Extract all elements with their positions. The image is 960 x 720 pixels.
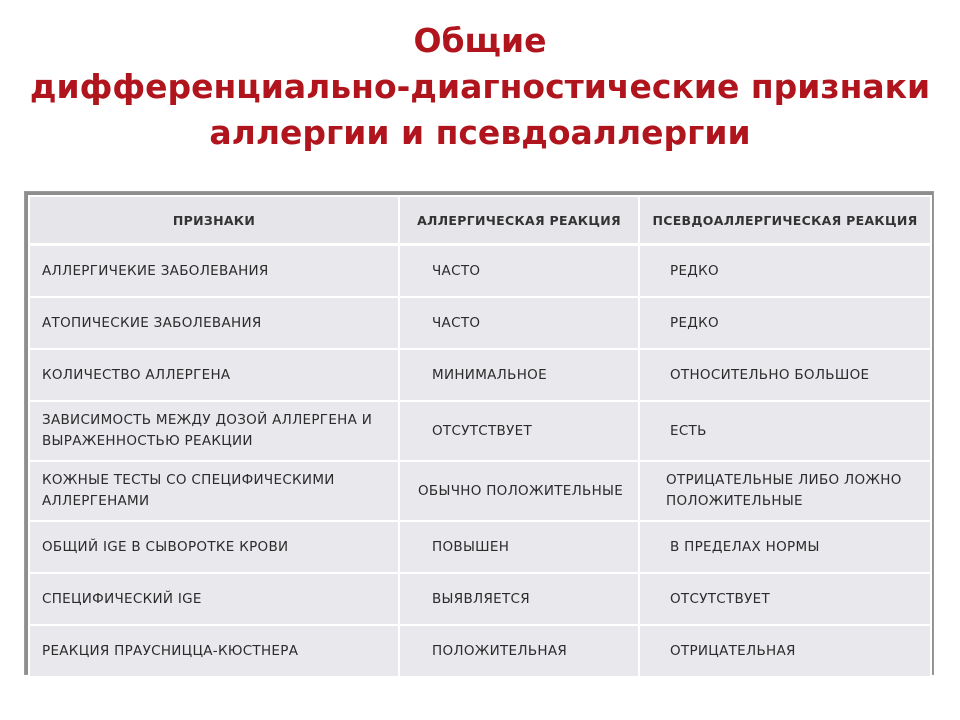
table-row bbox=[29, 297, 931, 349]
cell-feature: АЛЛЕРГИЧЕКИЕ ЗАБОЛЕВАНИЯ bbox=[29, 245, 399, 298]
cell-pseudoallergic: ОТРИЦАТЕЛЬНАЯ bbox=[639, 625, 931, 677]
cell-allergic: ЧАСТО bbox=[399, 297, 639, 349]
cell-allergic: ВЫЯВЛЯЕТСЯ bbox=[399, 573, 639, 625]
table-row bbox=[29, 625, 931, 677]
cell-pseudoallergic: ЕСТЬ bbox=[639, 401, 931, 461]
cell-allergic: ЧАСТО bbox=[399, 245, 639, 298]
table-row bbox=[29, 461, 931, 521]
header-features: ПРИЗНАКИ bbox=[29, 196, 399, 245]
header-pseudoallergic-reaction: ПСЕВДОАЛЛЕРГИЧЕСКАЯ РЕАКЦИЯ bbox=[639, 196, 931, 245]
slide-title bbox=[0, 18, 960, 156]
cell-pseudoallergic: ОТРИЦАТЕЛЬНЫЕ ЛИБО ЛОЖНО ПОЛОЖИТЕЛЬНЫЕ bbox=[639, 461, 931, 521]
cell-allergic: ОБЫЧНО ПОЛОЖИТЕЛЬНЫЕ bbox=[399, 461, 639, 521]
table-row bbox=[29, 573, 931, 625]
cell-feature: АТОПИЧЕСКИЕ ЗАБОЛЕВАНИЯ bbox=[29, 297, 399, 349]
cell-pseudoallergic: РЕДКО bbox=[639, 245, 931, 298]
table-header-row bbox=[29, 196, 931, 245]
table-row bbox=[29, 349, 931, 401]
cell-feature: КОЛИЧЕСТВО АЛЛЕРГЕНА bbox=[29, 349, 399, 401]
cell-allergic: ОТСУТСТВУЕТ bbox=[399, 401, 639, 461]
cell-feature: КОЖНЫЕ ТЕСТЫ СО СПЕЦИФИЧЕСКИМИ АЛЛЕРГЕНАМИ bbox=[29, 461, 399, 521]
cell-pseudoallergic: РЕДКО bbox=[639, 297, 931, 349]
cell-pseudoallergic: ОТНОСИТЕЛЬНО БОЛЬШОЕ bbox=[639, 349, 931, 401]
header-allergic-reaction: АЛЛЕРГИЧЕСКАЯ РЕАКЦИЯ bbox=[399, 196, 639, 245]
cell-allergic: ПОЛОЖИТЕЛЬНАЯ bbox=[399, 625, 639, 677]
cell-feature: ЗАВИСИМОСТЬ МЕЖДУ ДОЗОЙ АЛЛЕРГЕНА И ВЫРАЖЕННОСТЬЮ РЕАКЦИИ bbox=[29, 401, 399, 461]
cell-pseudoallergic: В ПРЕДЕЛАХ НОРМЫ bbox=[639, 521, 931, 573]
cell-allergic: МИНИМАЛЬНОЕ bbox=[399, 349, 639, 401]
cell-pseudoallergic: ОТСУТСТВУЕТ bbox=[639, 573, 931, 625]
table-row bbox=[29, 521, 931, 573]
table-row bbox=[29, 401, 931, 461]
title-line-2: дифференциально-диагностические признаки bbox=[29, 67, 931, 106]
cell-feature: СПЕЦИФИЧЕСКИЙ IGE bbox=[29, 573, 399, 625]
title-line-3: аллергии и псевдоаллергии bbox=[209, 113, 751, 152]
cell-allergic: ПОВЫШЕН bbox=[399, 521, 639, 573]
comparison-table bbox=[28, 195, 932, 678]
title-line-1: Общие bbox=[413, 21, 547, 60]
comparison-table-frame bbox=[25, 192, 933, 674]
cell-feature: ОБЩИЙ IGE В СЫВОРОТКЕ КРОВИ bbox=[29, 521, 399, 573]
cell-feature: РЕАКЦИЯ ПРАУСНИЦЦА-КЮСТНЕРА bbox=[29, 625, 399, 677]
table-row bbox=[29, 245, 931, 298]
